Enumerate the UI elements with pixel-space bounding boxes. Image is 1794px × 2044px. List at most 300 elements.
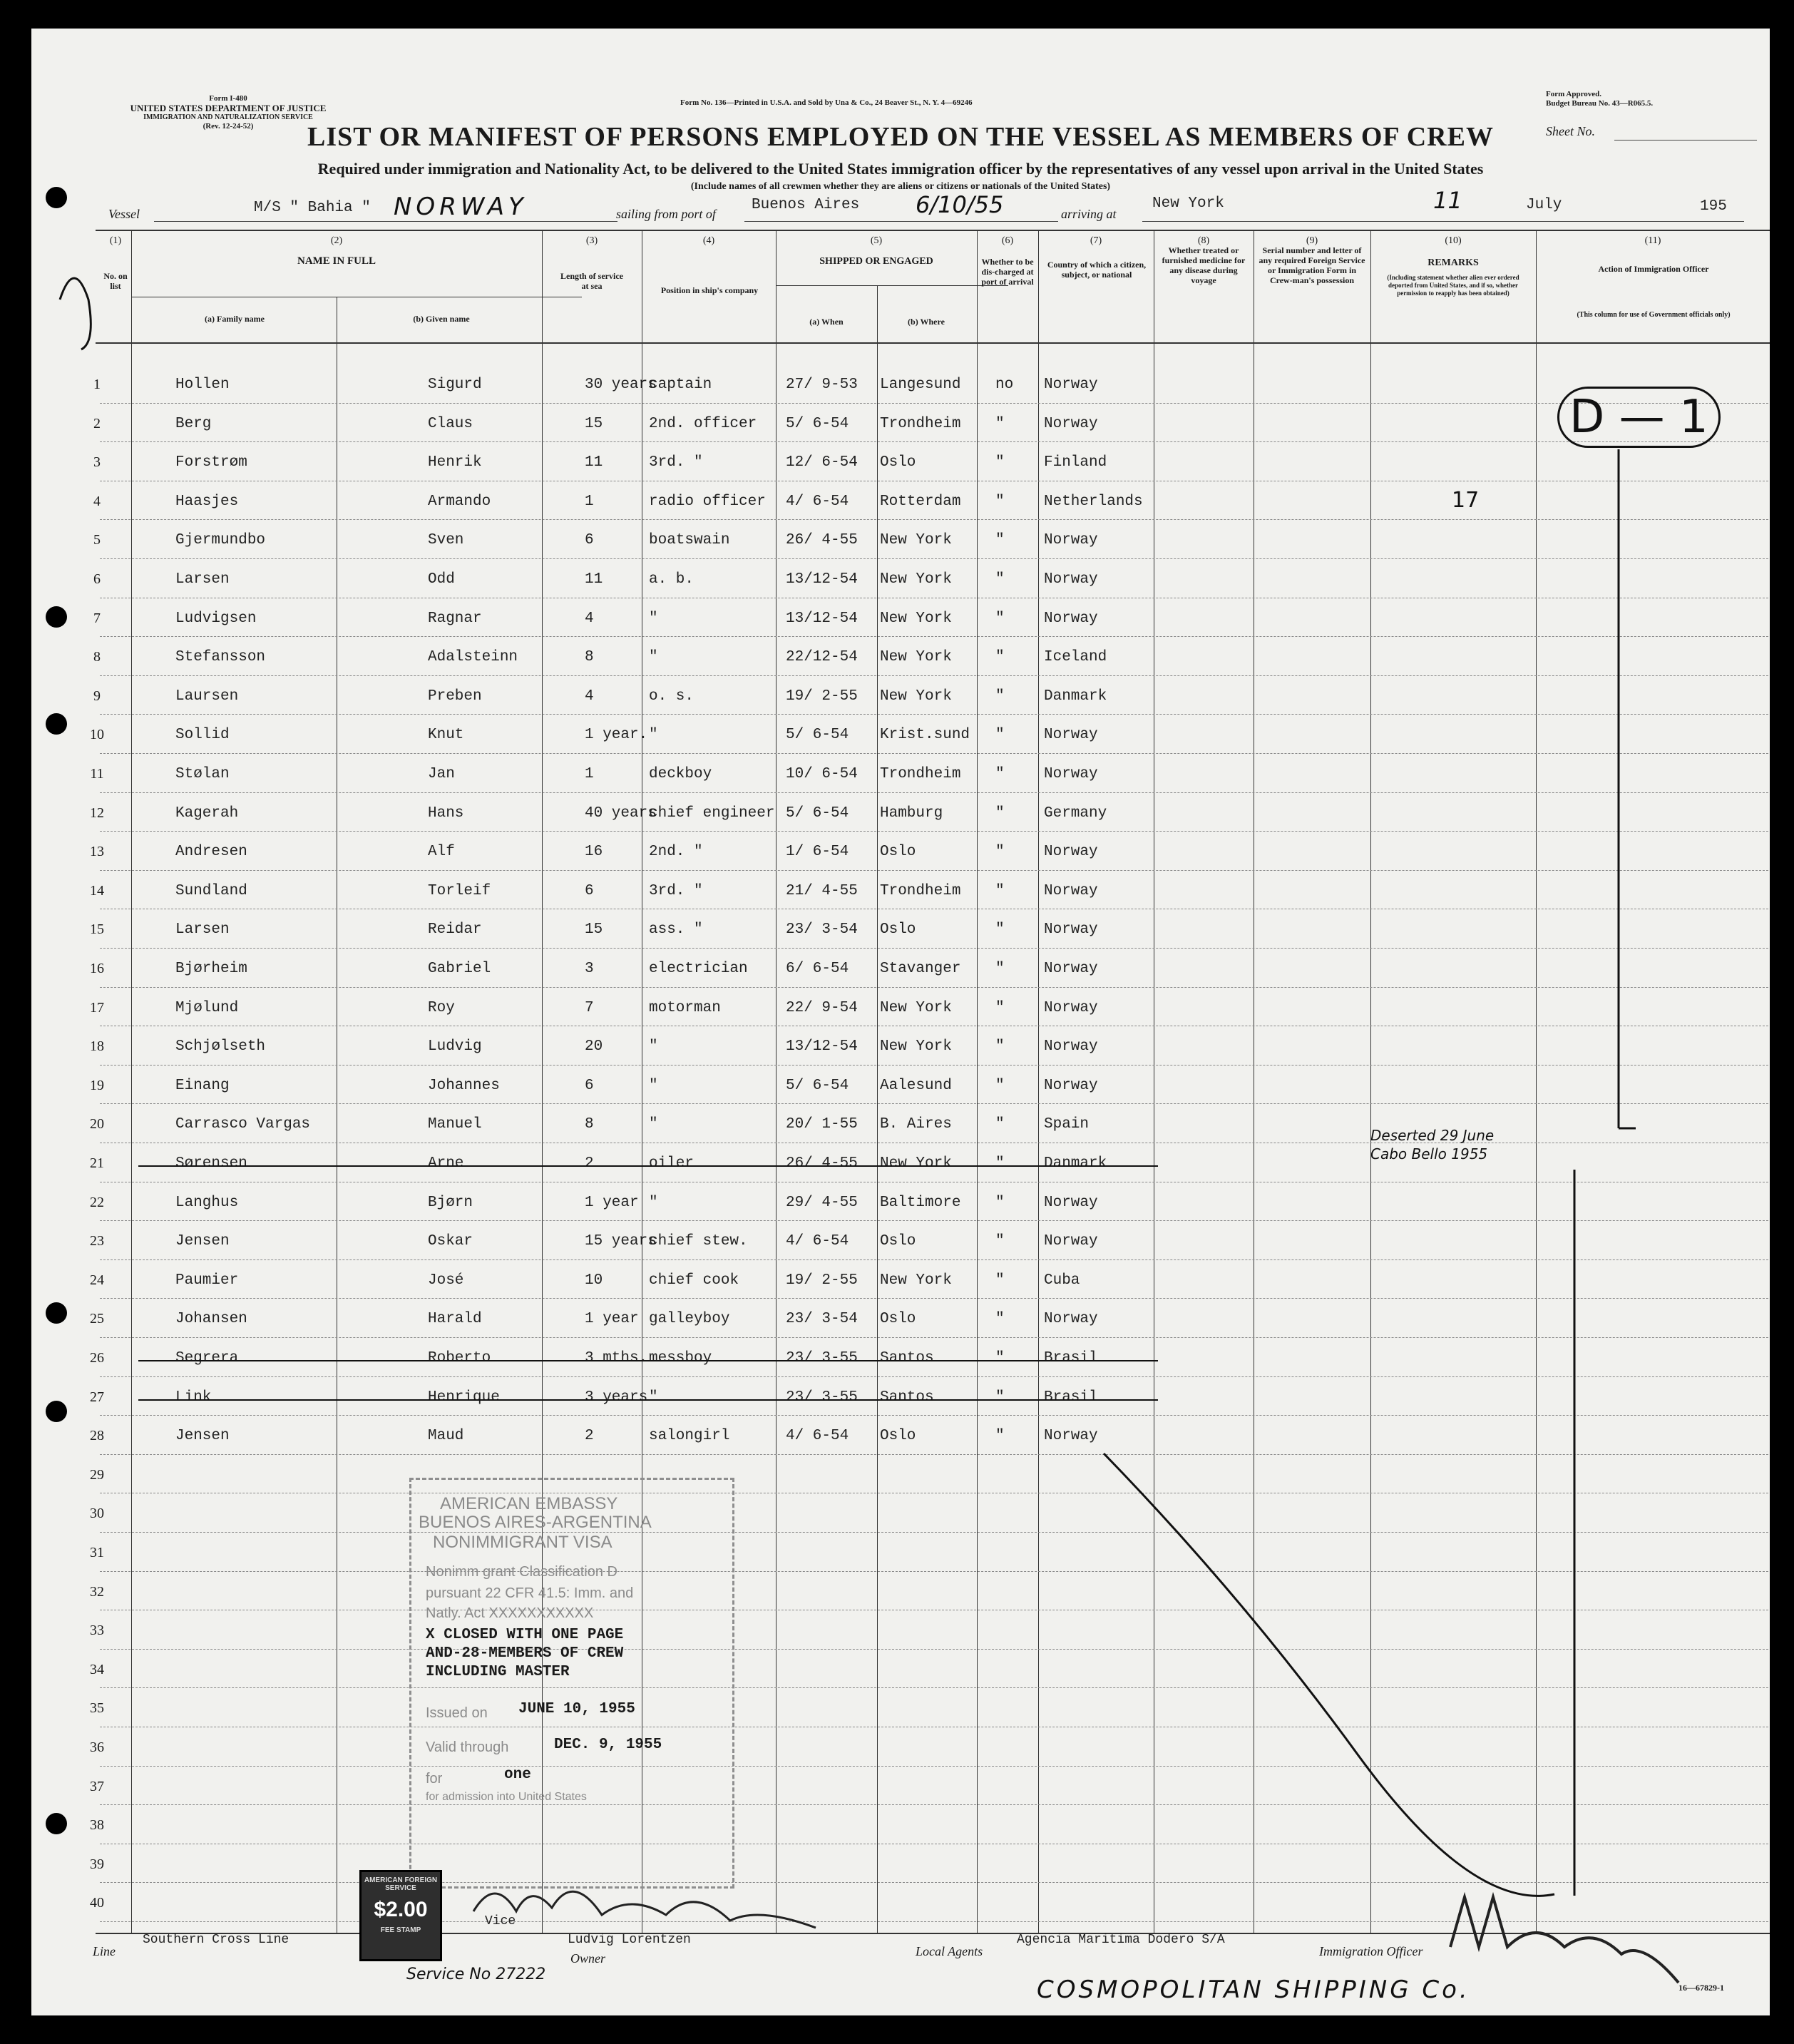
when-cell: 22/ 9-54 (786, 999, 858, 1016)
length-cell: 8 (585, 649, 594, 666)
header-family-name: (a) Family name (205, 314, 265, 324)
country-cell: Norway (1044, 610, 1098, 627)
family-name-cell: Andresen (175, 844, 247, 861)
service-number: Service No 27222 (406, 1966, 546, 1983)
where-cell: Trondheim (880, 766, 961, 782)
given-name-cell: Sigurd (428, 377, 482, 393)
colnum-9: (9) (1306, 235, 1318, 246)
gpo-number: 16—67829-1 (1678, 1983, 1724, 1993)
family-name-cell: Paumier (175, 1272, 239, 1289)
position-cell: motorman (649, 999, 721, 1016)
when-cell: 13/12-54 (786, 571, 858, 588)
row-number: 5 (93, 532, 101, 548)
header-position: Position in ship's company (660, 285, 759, 295)
family-name-cell: Larsen (175, 921, 230, 939)
when-cell: 29/ 4-55 (786, 1194, 858, 1211)
row-number: 28 (90, 1428, 104, 1444)
length-cell: 20 (585, 1038, 603, 1056)
family-name-cell: Hollen (175, 377, 230, 393)
given-name-cell: Armando (428, 493, 491, 510)
given-name-cell: Johannes (428, 1077, 500, 1094)
country-cell: Norway (1044, 532, 1098, 549)
printer-line: Form No. 136—Printed in U.S.A. and Sold by Una & Co., 24 Beaver St., N. Y. 4—69246 (680, 98, 973, 107)
position-cell: 2nd. officer (649, 415, 757, 432)
when-cell: 5/ 6-54 (786, 727, 849, 744)
row-number: 21 (90, 1155, 104, 1171)
header-name-in-full: NAME IN FULL (297, 255, 376, 267)
length-cell: 7 (585, 999, 594, 1016)
when-cell: 26/ 4-55 (786, 1155, 858, 1172)
stamp-line-1: AMERICAN EMBASSY (440, 1494, 618, 1513)
discharged-cell: " (995, 1077, 1005, 1094)
vessel-label: Vessel (108, 207, 140, 221)
discharged-cell: " (995, 804, 1005, 822)
length-cell: 11 (585, 454, 603, 471)
country-cell: Norway (1044, 766, 1098, 782)
given-name-cell: Roberto (428, 1350, 491, 1366)
discharged-cell: " (995, 649, 1005, 666)
where-cell: Hamburg (880, 804, 943, 822)
stamp-valid-label: Valid through (426, 1739, 509, 1755)
discharged-cell: " (995, 1155, 1005, 1172)
country-cell: Norway (1044, 1194, 1098, 1211)
country-cell: Norway (1044, 1311, 1098, 1328)
family-name-cell: Stølan (175, 766, 230, 782)
action-mark: D — 1 (1557, 387, 1721, 448)
where-cell: Baltimore (880, 1194, 961, 1211)
discharged-cell: " (995, 1311, 1005, 1328)
where-cell: New York (880, 532, 952, 549)
colnum-11: (11) (1644, 235, 1661, 246)
family-name-cell: Forstrøm (175, 454, 247, 471)
position-cell: deckboy (649, 766, 712, 782)
length-cell: 6 (585, 532, 594, 549)
discharged-cell: " (995, 1350, 1005, 1366)
length-cell: 3 (585, 961, 594, 977)
when-cell: 4/ 6-54 (786, 1428, 849, 1445)
discharged-cell: " (995, 454, 1005, 471)
given-name-cell: Maud (428, 1428, 464, 1445)
position-cell: " (649, 1194, 658, 1211)
revision: (Rev. 12-24-52) (203, 122, 254, 131)
where-cell: Oslo (880, 844, 916, 861)
family-name-cell: Jensen (175, 1233, 230, 1250)
when-cell: 20/ 1-55 (786, 1116, 858, 1133)
stamp-for-value: one (504, 1767, 531, 1783)
row-number: 12 (90, 804, 104, 821)
header-serial: Serial number and letter of any required Foreign Service or Immigration Form in Crew-man's possession (1259, 245, 1365, 285)
when-cell: 19/ 2-55 (786, 1272, 858, 1289)
stamp-line-3: NONIMMIGRANT VISA (433, 1533, 612, 1552)
when-cell: 4/ 6-54 (786, 1233, 849, 1250)
row-number: 37 (90, 1778, 104, 1794)
position-cell: oiler (649, 1155, 694, 1172)
given-name-cell: José (428, 1272, 464, 1289)
where-cell: B. Aires (880, 1116, 952, 1133)
row-number: 36 (90, 1739, 104, 1755)
family-name-cell: Ludvigsen (175, 610, 257, 627)
given-name-cell: Harald (428, 1311, 482, 1328)
family-name-cell: Link (175, 1389, 212, 1406)
fee-stamp-top: AMERICAN FOREIGN SERVICE (364, 1876, 438, 1892)
position-cell: " (649, 1038, 658, 1056)
given-name-cell: Claus (428, 415, 473, 432)
officer-signature (1450, 1897, 1678, 1983)
country-cell: Norway (1044, 882, 1098, 899)
approved-text: Form Approved. (1546, 90, 1602, 98)
position-cell: 2nd. " (649, 844, 703, 861)
owner-label: Owner (570, 1951, 605, 1966)
row-number: 17 (90, 999, 104, 1016)
length-cell: 2 (585, 1428, 594, 1445)
line-name: Southern Cross Line (143, 1933, 289, 1947)
where-cell: Santos (880, 1350, 934, 1366)
row-number: 32 (90, 1583, 104, 1600)
where-cell: New York (880, 1272, 952, 1289)
position-cell: radio officer (649, 493, 766, 510)
when-cell: 27/ 9-53 (786, 377, 858, 393)
family-name-cell: Langhus (175, 1194, 239, 1211)
colnum-2: (2) (330, 235, 343, 246)
signatures (31, 29, 1770, 2015)
row-number: 26 (90, 1350, 104, 1366)
budget-text: Budget Bureau No. 43—R065.5. (1546, 99, 1654, 108)
position-cell: boatswain (649, 532, 730, 549)
row-number: 9 (93, 688, 101, 704)
colnum-1: (1) (109, 235, 122, 246)
form-number: Form I-480 (209, 94, 247, 103)
given-name-cell: Arne (428, 1155, 464, 1172)
where-cell: Rotterdam (880, 493, 961, 510)
country-cell: Finland (1044, 454, 1107, 471)
position-cell: a. b. (649, 571, 694, 588)
position-cell: captain (649, 377, 712, 393)
service: IMMIGRATION AND NATURALIZATION SERVICE (143, 113, 313, 121)
where-cell: Oslo (880, 1311, 916, 1328)
country-cell: Germany (1044, 804, 1107, 822)
when-cell: 23/ 3-54 (786, 921, 858, 939)
given-name-cell: Henrique (428, 1389, 500, 1406)
when-cell: 26/ 4-55 (786, 532, 858, 549)
where-cell: Oslo (880, 1428, 916, 1445)
header-action: Action of Immigration Officer (1598, 264, 1709, 274)
stamp-issued-label: Issued on (426, 1705, 488, 1721)
page-subnote: (Include names of all crewmen whether they are aliens or citizens or nationals of the United States) (690, 181, 1111, 192)
family-name-cell: Kagerah (175, 804, 239, 822)
position-cell: 3rd. " (649, 882, 703, 899)
given-name-cell: Henrik (428, 454, 482, 471)
where-cell: Trondheim (880, 415, 961, 432)
length-cell: 11 (585, 571, 603, 588)
discharged-cell: " (995, 688, 1005, 705)
length-cell: 40 years (585, 804, 657, 822)
where-cell: Oslo (880, 454, 916, 471)
given-name-cell: Jan (428, 766, 455, 782)
department: UNITED STATES DEPARTMENT OF JUSTICE (130, 103, 327, 113)
discharged-cell: " (995, 727, 1005, 744)
stamp-valid-date: DEC. 9, 1955 (554, 1737, 662, 1753)
destination-port: New York (1152, 195, 1224, 212)
header-where: (b) Where (908, 317, 945, 327)
colnum-6: (6) (1001, 235, 1014, 246)
when-cell: 23/ 3-54 (786, 1311, 858, 1328)
country-cell: Danmark (1044, 688, 1107, 705)
length-cell: 1 year. (585, 727, 648, 744)
where-cell: Stavanger (880, 961, 961, 977)
row-number: 8 (93, 649, 101, 665)
row-number: 35 (90, 1700, 104, 1717)
country-cell: Netherlands (1044, 493, 1143, 510)
line-label: Line (93, 1944, 116, 1958)
family-name-cell: Laursen (175, 688, 239, 705)
family-name-cell: Mjølund (175, 999, 239, 1016)
page-title: LIST OR MANIFEST OF PERSONS EMPLOYED ON THE VESSEL AS MEMBERS OF CREW (307, 122, 1494, 152)
length-cell: 1 year (585, 1311, 639, 1328)
position-cell: galleyboy (649, 1311, 730, 1328)
sheet-label: Sheet No. (1546, 124, 1595, 138)
length-cell: 2 (585, 1155, 594, 1172)
family-name-cell: Berg (175, 415, 212, 432)
deserted-remark-line2: Cabo Bello 1955 (1370, 1145, 1488, 1162)
row-number: 3 (93, 454, 101, 471)
where-cell: New York (880, 610, 952, 627)
arriving-label: arriving at (1061, 207, 1117, 221)
row-number: 1 (93, 377, 101, 392)
row-number: 39 (90, 1856, 104, 1872)
row-number: 29 (90, 1466, 104, 1483)
discharged-cell: " (995, 610, 1005, 627)
page-subtitle: Required under immigration and Nationality Act, to be delivered to the United States immigration officer by the representatives of any vessel upon arrival in the United States (317, 160, 1484, 178)
length-cell: 15 years (585, 1233, 657, 1250)
length-cell: 1 (585, 493, 594, 510)
when-cell: 12/ 6-54 (786, 454, 858, 471)
length-cell: 1 year (585, 1194, 639, 1211)
position-cell: chief stew. (649, 1233, 748, 1250)
family-name-cell: Sollid (175, 727, 230, 744)
vessel-flag: NORWAY (394, 193, 528, 221)
colnum-5: (5) (870, 235, 883, 246)
where-cell: Trondheim (880, 882, 961, 899)
position-cell: " (649, 1077, 658, 1094)
when-cell: 21/ 4-55 (786, 882, 858, 899)
length-cell: 10 (585, 1272, 603, 1289)
discharged-cell: " (995, 1428, 1005, 1445)
arrival-day: 11 (1433, 187, 1462, 214)
row-number: 33 (90, 1623, 104, 1639)
manifest-sheet (31, 29, 1770, 2015)
family-name-cell: Sundland (175, 882, 247, 899)
when-cell: 22/12-54 (786, 649, 858, 666)
binder-hole (46, 1813, 67, 1834)
position-cell: ass. " (649, 921, 703, 939)
discharged-cell: no (995, 377, 1014, 393)
when-cell: 23/ 3-55 (786, 1389, 858, 1406)
family-name-cell: Johansen (175, 1311, 247, 1328)
country-cell: Norway (1044, 727, 1098, 744)
row-number: 22 (90, 1194, 104, 1210)
length-cell: 8 (585, 1116, 594, 1133)
country-cell: Norway (1044, 415, 1098, 432)
row-number: 27 (90, 1389, 104, 1405)
country-cell: Norway (1044, 1077, 1098, 1094)
row-number: 2 (93, 415, 101, 431)
given-name-cell: Manuel (428, 1116, 482, 1133)
stamp-line-7: X CLOSED WITH ONE PAGE (426, 1627, 624, 1643)
when-cell: 5/ 6-54 (786, 415, 849, 432)
position-cell: chief engineer (649, 804, 775, 822)
sailing-date: 6/10/55 (916, 191, 1004, 218)
row-number: 16 (90, 961, 104, 976)
given-name-cell: Alf (428, 844, 455, 861)
arrival-month: July (1526, 197, 1562, 213)
header-remarks: REMARKS (1427, 257, 1479, 268)
length-cell: 15 (585, 415, 603, 432)
binder-hole (46, 187, 67, 208)
position-cell: " (649, 1389, 658, 1406)
discharged-cell: " (995, 1038, 1005, 1056)
deserted-remark-line1: Deserted 29 June (1370, 1127, 1495, 1144)
where-cell: New York (880, 688, 952, 705)
given-name-cell: Bjørn (428, 1194, 473, 1211)
family-name-cell: Schjølseth (175, 1038, 266, 1056)
header-action-note: (This column for use of Government officials only) (1577, 311, 1731, 319)
length-cell: 30 years (585, 377, 657, 393)
binder-hole (46, 1401, 67, 1422)
position-cell: chief cook (649, 1272, 739, 1289)
position-cell: salongirl (649, 1428, 730, 1445)
row-number: 31 (90, 1545, 104, 1560)
shipping-company: COSMOPOLITAN SHIPPING Co. (1037, 1976, 1470, 2004)
position-cell: electrician (649, 961, 748, 977)
country-cell: Norway (1044, 844, 1098, 861)
position-cell: " (649, 649, 658, 666)
colnum-7: (7) (1090, 235, 1102, 246)
vice-text: Vice (485, 1914, 516, 1928)
discharged-cell: " (995, 766, 1005, 782)
discharged-cell: " (995, 1233, 1005, 1250)
header-given-name: (b) Given name (413, 314, 470, 324)
row-number: 11 (90, 766, 104, 782)
given-name-cell: Preben (428, 688, 482, 705)
stamp-issued-date: JUNE 10, 1955 (518, 1701, 635, 1717)
when-cell: 4/ 6-54 (786, 493, 849, 510)
stamp-line-8: AND-28-MEMBERS OF CREW (426, 1645, 624, 1662)
header-length: Length of service at sea (560, 271, 623, 291)
position-cell: " (649, 727, 658, 744)
family-name-cell: Einang (175, 1077, 230, 1094)
row-number: 4 (93, 493, 101, 509)
row-number: 14 (90, 882, 104, 899)
sailing-port: Buenos Aires (752, 197, 860, 213)
country-cell: Norway (1044, 1038, 1098, 1056)
length-cell: 1 (585, 766, 594, 782)
when-cell: 23/ 3-55 (786, 1350, 858, 1366)
given-name-cell: Reidar (428, 921, 482, 939)
family-name-cell: Jensen (175, 1428, 230, 1445)
row-number: 15 (90, 921, 104, 938)
vessel-name: M/S " Bahia " (254, 200, 371, 216)
country-cell: Cuba (1044, 1272, 1080, 1289)
owner-name: Ludvig Lorentzen (568, 1933, 691, 1947)
where-cell: Oslo (880, 1233, 916, 1250)
length-cell: 16 (585, 844, 603, 861)
given-name-cell: Gabriel (428, 961, 491, 977)
when-cell: 5/ 6-54 (786, 804, 849, 822)
stamp-line-9: INCLUDING MASTER (426, 1664, 570, 1680)
arrival-year: 195 (1700, 198, 1727, 215)
discharged-cell: " (995, 961, 1005, 977)
given-name-cell: Knut (428, 727, 464, 744)
country-cell: Brasil (1044, 1350, 1098, 1366)
length-cell: 4 (585, 688, 594, 705)
discharged-cell: " (995, 844, 1005, 861)
colnum-4: (4) (702, 235, 715, 246)
country-cell: Danmark (1044, 1155, 1107, 1172)
family-name-cell: Larsen (175, 571, 230, 588)
colnum-3: (3) (585, 235, 598, 246)
country-cell: Spain (1044, 1116, 1090, 1133)
given-name-cell: Odd (428, 571, 455, 588)
position-cell: o. s. (649, 688, 694, 705)
header-when: (a) When (809, 317, 844, 327)
stamp-admission: for admission into United States (426, 1791, 587, 1803)
where-cell: New York (880, 1038, 952, 1056)
discharged-cell: " (995, 493, 1005, 510)
where-cell: New York (880, 999, 952, 1016)
header-remarks-note: (Including statement whether alien ever ordered deported from United States, and if so, whether permission to reapply has been obtained) (1387, 274, 1519, 297)
row-number: 40 (90, 1895, 104, 1911)
binder-hole (46, 606, 67, 628)
family-name-cell: Bjørheim (175, 961, 247, 977)
given-name-cell: Sven (428, 532, 464, 549)
where-cell: Aalesund (880, 1077, 952, 1094)
where-cell: Oslo (880, 921, 916, 939)
row-number: 23 (90, 1233, 104, 1250)
where-cell: New York (880, 571, 952, 588)
position-cell: " (649, 1116, 658, 1133)
binder-hole (46, 713, 67, 735)
where-cell: New York (880, 649, 952, 666)
discharged-cell: " (995, 1272, 1005, 1289)
discharged-cell: " (995, 532, 1005, 549)
family-name-cell: Gjermundbo (175, 532, 266, 549)
agents-name: Agencia Maritima Dodero S/A (1017, 1933, 1225, 1947)
given-name-cell: Ludvig (428, 1038, 482, 1056)
row-number: 30 (90, 1506, 104, 1522)
where-cell: Langesund (880, 377, 961, 393)
row-number: 38 (90, 1817, 104, 1834)
stamp-line-2: BUENOS AIRES-ARGENTINA (419, 1513, 652, 1532)
length-cell: 15 (585, 921, 603, 939)
agents-label: Local Agents (916, 1944, 983, 1958)
country-cell: Brasil (1044, 1389, 1098, 1406)
header-shipped: SHIPPED OR ENGAGED (819, 256, 933, 267)
country-cell: Norway (1044, 999, 1098, 1016)
where-cell: New York (880, 1155, 952, 1172)
discharged-cell: " (995, 882, 1005, 899)
position-cell: " (649, 610, 658, 627)
discharged-cell: " (995, 921, 1005, 939)
discharged-cell: " (995, 1389, 1005, 1406)
family-name-cell: Carrasco Vargas (175, 1116, 311, 1133)
header-country: Country of which a citizen, subject, or national (1047, 260, 1147, 280)
colnum-10: (10) (1445, 235, 1462, 246)
row-number: 24 (90, 1272, 104, 1288)
when-cell: 1/ 6-54 (786, 844, 849, 861)
row-number: 7 (93, 610, 101, 626)
row-number: 25 (90, 1311, 104, 1327)
binder-hole (46, 1302, 67, 1324)
